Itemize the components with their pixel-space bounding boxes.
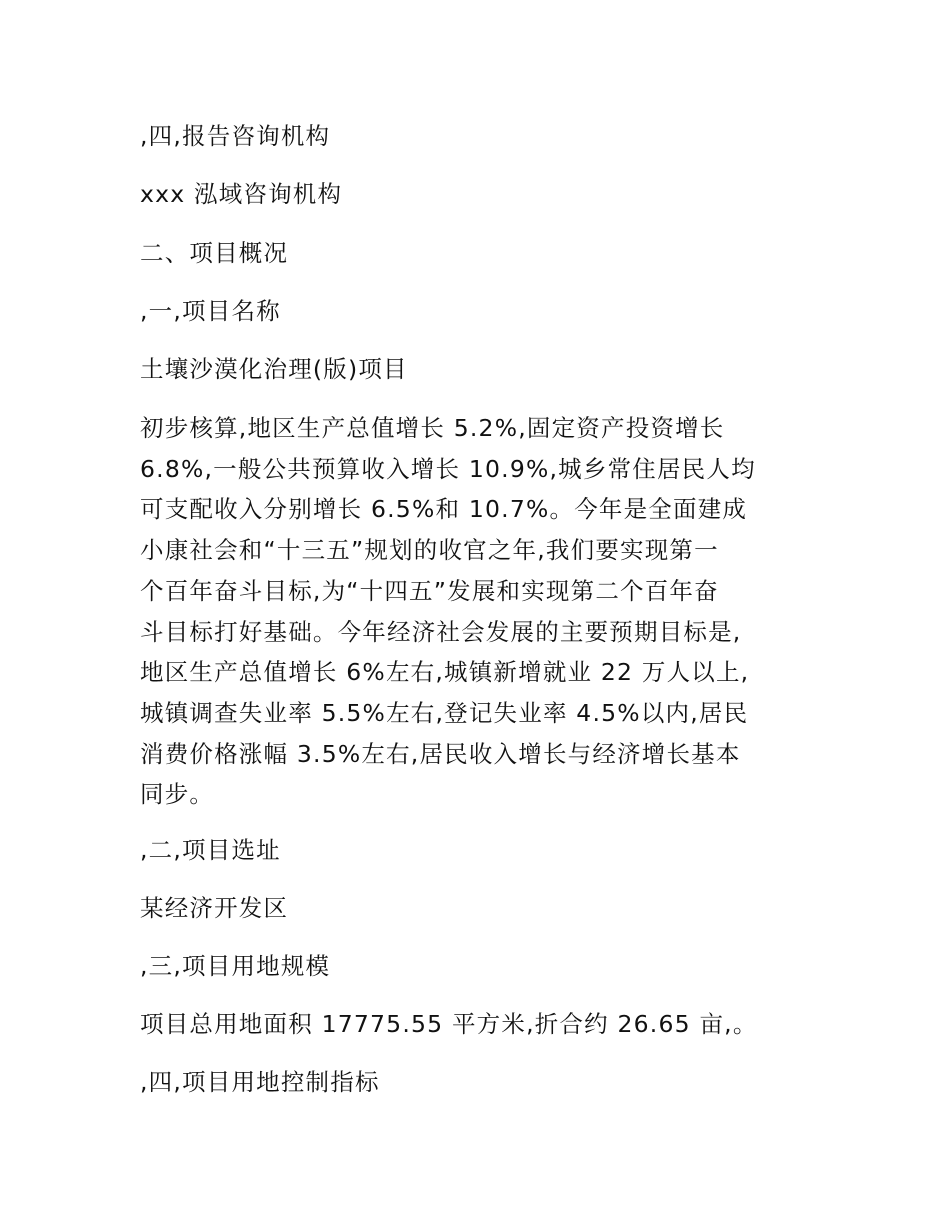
paragraph-line: 地区生产总值增长 6%左右,城镇新增就业 22 万人以上, xyxy=(140,658,750,687)
paragraph-line: 消费价格涨幅 3.5%左右,居民收入增长与经济增长基本 xyxy=(140,739,741,768)
section-heading-report-agency: ,四,报告咨询机构 xyxy=(140,122,331,150)
paragraph-line: 城镇调查失业率 5.5%左右,登记失业率 4.5%以内,居民 xyxy=(140,698,749,727)
paragraph-line: 同步。 xyxy=(140,780,215,809)
paragraph-line: 个百年奋斗目标,为“十四五”发展和实现第二个百年奋 xyxy=(140,576,719,605)
paragraph-line: 6.8%,一般公共预算收入增长 10.9%,城乡常住居民人均 xyxy=(140,454,756,483)
body-paragraph xyxy=(140,408,810,815)
section-heading-land-control: ,四,项目用地控制指标 xyxy=(140,1068,380,1096)
paragraph-line: 小康社会和“十三五”规划的收官之年,我们要实现第一 xyxy=(140,536,719,565)
land-scale-text: 项目总用地面积 17775.55 平方米,折合约 26.65 亩,。 xyxy=(140,1010,758,1038)
section-heading-land-scale: ,三,项目用地规模 xyxy=(140,952,331,980)
section-heading-project-site: ,二,项目选址 xyxy=(140,836,281,864)
section-heading-project-name: ,一,项目名称 xyxy=(140,297,281,325)
agency-name: xxx 泓域咨询机构 xyxy=(140,180,343,208)
paragraph-line: 斗目标打好基础。今年经济社会发展的主要预期目标是, xyxy=(140,617,742,646)
project-site: 某经济开发区 xyxy=(140,894,289,922)
project-name: 土壤沙漠化治理(版)项目 xyxy=(140,355,408,383)
paragraph-line: 可支配收入分别增长 6.5%和 10.7%。今年是全面建成 xyxy=(140,495,748,524)
chapter-heading-project-overview: 二、项目概况 xyxy=(140,239,289,267)
paragraph-line: 初步核算,地区生产总值增长 5.2%,固定资产投资增长 xyxy=(140,414,725,442)
